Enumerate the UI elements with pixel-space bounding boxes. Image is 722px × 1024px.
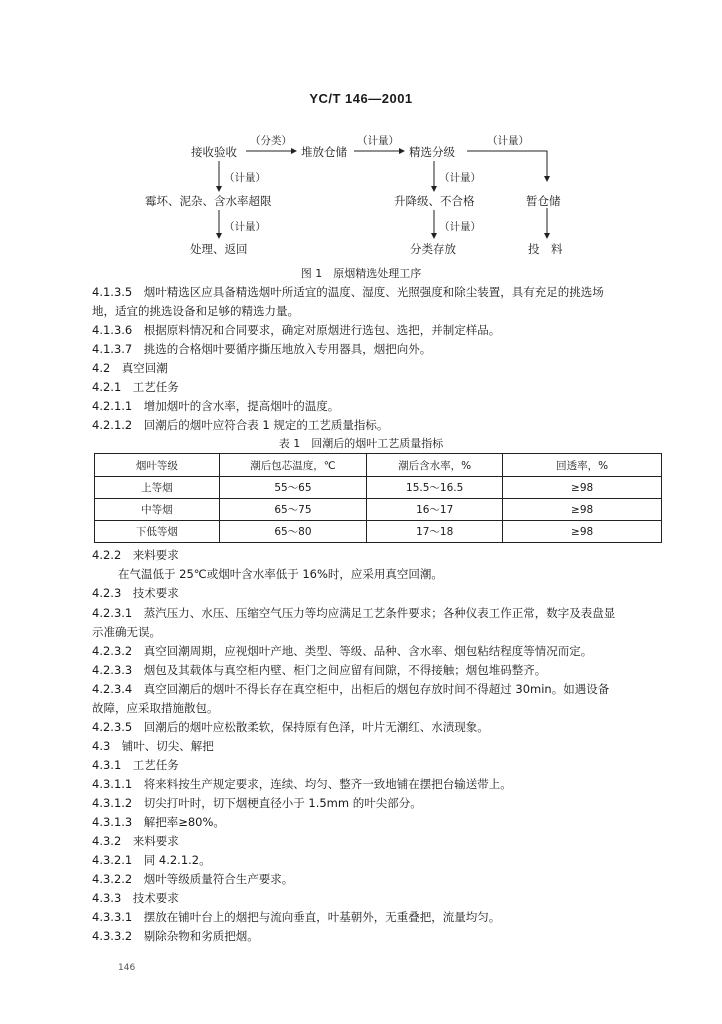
paragraph: 4.3.3.1 摆放在铺叶台上的烟把与流向垂直，叶基朝外，无重叠把，流量均匀。 <box>92 910 501 924</box>
paragraph: 4.2.3.4 真空回潮后的烟叶不得长存在真空柜中，出柜后的烟包存放时间不得超过 30min。如遇设备 <box>92 682 610 696</box>
page-header: YC/T 146—2001 <box>309 91 413 106</box>
flowchart-arrows <box>0 0 722 300</box>
node-feed: 投 料 <box>528 242 563 256</box>
paragraph: 在气温低于 25℃或烟叶含水率低于 16%时，应采用真空回潮。 <box>118 567 443 581</box>
section-heading: 4.2.3 技术要求 <box>92 586 179 600</box>
table-header: 回透率，% <box>503 454 662 477</box>
table-cell: 65～75 <box>219 499 366 521</box>
paragraph: 4.2.3.1 蒸汽压力、水压、压缩空气压力等均应满足工艺条件要求；各种仪表工作正常，数字及表盘显 <box>92 606 616 620</box>
paragraph: 故障，应采取措施散包。 <box>92 701 219 715</box>
paragraph: 4.3.1.3 解把率≥80%。 <box>92 815 225 829</box>
label-classify: （分类） <box>250 135 292 147</box>
node-dispose: 处理、返回 <box>190 242 248 256</box>
paragraph: 4.2.1.1 增加烟叶的含水率，提高烟叶的温度。 <box>92 399 340 413</box>
paragraph: 4.2.3.2 真空回潮周期，应视烟叶产地、类型、等级、品种、含水率、烟包粘结程度等情况而定。 <box>92 644 593 658</box>
table-cell: 上等烟 <box>95 477 220 499</box>
label-measure: （计量） <box>439 172 481 184</box>
table-row <box>95 521 662 543</box>
page-number: 146 <box>118 963 136 973</box>
paragraph: 4.1.3.7 挑选的合格烟叶要循序撕压地放入专用器具，烟把向外。 <box>92 342 432 356</box>
quality-table <box>94 453 662 543</box>
paragraph: 4.2.3.5 回潮后的烟叶应松散柔软，保持原有色泽，叶片无潮红、水渍现象。 <box>92 720 489 734</box>
node-classify: 分类存放 <box>410 242 456 256</box>
table-cell: 15.5～16.5 <box>367 477 503 499</box>
table-caption: 表 1 回潮后的烟叶工艺质量指标 <box>278 437 444 450</box>
table-cell: 17～18 <box>367 521 503 543</box>
table-cell: ≥98 <box>503 521 662 543</box>
paragraph: 地，适宜的挑选设备和足够的精选力量。 <box>92 304 299 318</box>
table-cell: 55～65 <box>219 477 366 499</box>
paragraph: 4.3.2.2 烟叶等级质量符合生产要求。 <box>92 872 294 886</box>
figure-caption: 图 1 原烟精选处理工序 <box>300 267 422 280</box>
label-measure: （计量） <box>224 172 266 184</box>
paragraph: 4.3.1.2 切尖打叶时，切下烟梗直径小于 1.5mm 的叶尖部分。 <box>92 796 422 810</box>
paragraph: 4.3.2.1 同 4.2.1.2。 <box>92 853 211 867</box>
label-measure: （计量） <box>439 221 481 233</box>
table-cell: ≥98 <box>503 477 662 499</box>
section-heading: 4.2 真空回潮 <box>92 361 168 375</box>
table-header-row <box>95 454 662 477</box>
paragraph: 4.3.1.1 将来料按生产规定要求，连续、均匀、整齐一致地铺在摆把台输送带上。 <box>92 777 512 791</box>
node-updown: 升降级、不合格 <box>394 194 475 208</box>
paragraph: 4.2.3.3 烟包及其载体与真空柜内壁、柜门之间应留有间隙，不得接触；烟包堆码整齐。 <box>92 663 547 677</box>
section-heading: 4.3.1 工艺任务 <box>92 758 179 772</box>
paragraph: 4.1.3.5 烟叶精选区应具备精选烟叶所适宜的温度、湿度、光照强度和除尘装置，具有充足的挑选场 <box>92 285 604 299</box>
node-temp: 暂仓储 <box>526 194 561 208</box>
node-store: 堆放仓储 <box>301 145 347 159</box>
section-heading: 4.3 铺叶、切尖、解把 <box>92 739 214 753</box>
table-cell: 16～17 <box>367 499 503 521</box>
table-header: 潮后包芯温度，℃ <box>219 454 366 477</box>
table-cell: 下低等烟 <box>95 521 220 543</box>
label-measure: （计量） <box>487 135 529 147</box>
table-row <box>95 477 662 499</box>
section-heading: 4.3.3 技术要求 <box>92 891 179 905</box>
paragraph: 4.1.3.6 根据原料情况和合同要求，确定对原烟进行选包、选把，并制定样品。 <box>92 323 501 337</box>
label-measure: （计量） <box>224 221 266 233</box>
section-heading: 4.2.2 来料要求 <box>92 548 179 562</box>
section-heading: 4.2.1 工艺任务 <box>92 380 179 394</box>
paragraph: 示准确无误。 <box>92 625 161 639</box>
table-cell: 中等烟 <box>95 499 220 521</box>
node-receive: 接收验收 <box>191 145 237 159</box>
table-cell: ≥98 <box>503 499 662 521</box>
table-header: 潮后含水率，% <box>367 454 503 477</box>
table-cell: 65～80 <box>219 521 366 543</box>
label-measure: （计量） <box>357 135 399 147</box>
node-damaged: 霉坏、泥杂、含水率超限 <box>145 194 272 208</box>
table-row <box>95 499 662 521</box>
table-header: 烟叶等级 <box>95 454 220 477</box>
paragraph: 4.2.1.2 回潮后的烟叶应符合表 1 规定的工艺质量指标。 <box>92 418 389 432</box>
section-heading: 4.3.2 来料要求 <box>92 834 179 848</box>
paragraph: 4.3.3.2 剔除杂物和劣质把烟。 <box>92 929 259 943</box>
node-select: 精选分级 <box>409 145 455 159</box>
